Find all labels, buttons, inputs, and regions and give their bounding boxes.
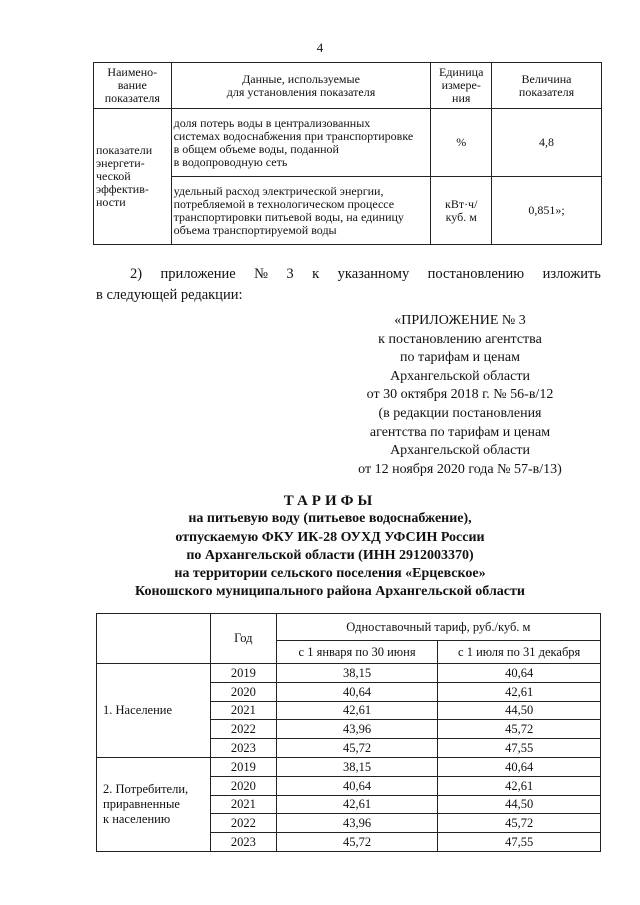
header-group <box>97 614 211 664</box>
year-cell: 2021 <box>210 795 276 814</box>
paragraph-word: к <box>312 266 320 282</box>
first-half-tariff-cell: 45,72 <box>276 833 438 852</box>
appendix-reference <box>344 312 576 479</box>
tariff-title <box>80 492 580 602</box>
indicator-data-cell: доля потерь воды в централизованных системах водоснабжения при транспортировке в общем объеме воды, поданной в водопроводную сеть <box>171 109 431 177</box>
second-half-tariff-cell: 47,55 <box>438 833 601 852</box>
table-row <box>97 757 601 776</box>
second-half-tariff-cell: 42,61 <box>438 776 601 795</box>
indicator-data-cell: удельный расход электрической энергии, потребляемой в технологическом процессе транспортировки питьевой воды, на единицу объема транспортируемой воды <box>171 177 431 245</box>
paragraph-word: 3 <box>286 266 294 282</box>
year-cell: 2022 <box>210 720 276 739</box>
header-unit: Единица измере- ния <box>431 63 492 109</box>
paragraph-line-2: в следующей редакции: <box>96 287 243 303</box>
appendix-line: от 30 октября 2018 г. № 56-в/12 <box>366 387 554 403</box>
consumer-group-label: 1. Население <box>97 664 211 758</box>
first-half-tariff-cell: 38,15 <box>276 664 438 683</box>
appendix-line: (в редакции постановления <box>378 405 542 421</box>
paragraph-word: 2) <box>130 266 143 282</box>
paragraph-word: постановлению <box>427 266 525 282</box>
indicator-value-cell: 4,8 <box>492 109 602 177</box>
first-half-tariff-cell: 40,64 <box>276 776 438 795</box>
appendix-line: Архангельской области <box>390 443 530 459</box>
first-half-tariff-cell: 45,72 <box>276 739 438 758</box>
year-cell: 2023 <box>210 739 276 758</box>
indicators-table <box>93 62 602 245</box>
second-half-tariff-cell: 40,64 <box>438 664 601 683</box>
second-half-tariff-cell: 45,72 <box>438 720 601 739</box>
header-tariff: Одноставочный тариф, руб./куб. м <box>276 614 600 641</box>
header-indicator-data: Данные, используемые для установления показателя <box>171 63 431 109</box>
first-half-tariff-cell: 42,61 <box>276 701 438 720</box>
header-indicator-name: Наимено- вание показателя <box>94 63 172 109</box>
first-half-tariff-cell: 43,96 <box>276 720 438 739</box>
title-heading: ТАРИФЫ <box>283 493 377 509</box>
indicator-unit-cell: % <box>431 109 492 177</box>
paragraph-word: изложить <box>542 266 601 282</box>
first-half-tariff-cell: 43,96 <box>276 814 438 833</box>
year-cell: 2021 <box>210 701 276 720</box>
year-cell: 2020 <box>210 776 276 795</box>
amendment-paragraph <box>96 264 601 306</box>
year-cell: 2023 <box>210 833 276 852</box>
title-line: на территории сельского поселения «Ерцевское» <box>174 566 486 582</box>
appendix-line: агентства по тарифам и ценам <box>369 424 551 440</box>
header-value: Величина показателя <box>492 63 602 109</box>
second-half-tariff-cell: 44,50 <box>438 701 601 720</box>
table-row <box>94 109 602 177</box>
paragraph-line-1 <box>96 264 601 285</box>
header-first-half: с 1 января по 30 июня <box>276 641 438 664</box>
appendix-line: по тарифам и ценам <box>400 350 520 366</box>
indicator-value-cell: 0,851»; <box>492 177 602 245</box>
year-cell: 2022 <box>210 814 276 833</box>
header-second-half: с 1 июля по 31 декабря <box>438 641 601 664</box>
second-half-tariff-cell: 40,64 <box>438 757 601 776</box>
indicators-header-row <box>94 63 602 109</box>
title-line: по Архангельской области (ИНН 2912003370) <box>186 547 474 563</box>
second-half-tariff-cell: 42,61 <box>438 682 601 701</box>
appendix-line: «ПРИЛОЖЕНИЕ № 3 <box>394 313 526 328</box>
second-half-tariff-cell: 45,72 <box>438 814 601 833</box>
table-row <box>97 664 601 683</box>
appendix-line: Архангельской области <box>390 368 530 384</box>
indicator-unit-cell: кВт·ч/ куб. м <box>431 177 492 245</box>
title-line: отпускаемую ФКУ ИК-28 ОУХД УФСИН России <box>175 529 485 545</box>
year-cell: 2020 <box>210 682 276 701</box>
paragraph-word: № <box>254 266 268 282</box>
page-number: 4 <box>316 40 324 55</box>
paragraph-word: приложение <box>160 266 236 282</box>
header-year: Год <box>210 614 276 664</box>
year-cell: 2019 <box>210 757 276 776</box>
indicator-group-name: показатели энергети- ческой эффектив- ности <box>94 109 172 245</box>
tariff-table <box>96 613 601 852</box>
first-half-tariff-cell: 42,61 <box>276 795 438 814</box>
appendix-line: к постановлению агентства <box>378 331 542 347</box>
appendix-line: от 12 ноября 2020 года № 57-в/13) <box>358 461 562 477</box>
consumer-group-label: 2. Потребители, приравненные к населению <box>97 757 211 851</box>
first-half-tariff-cell: 38,15 <box>276 757 438 776</box>
paragraph-word: указанному <box>337 266 410 282</box>
second-half-tariff-cell: 44,50 <box>438 795 601 814</box>
second-half-tariff-cell: 47,55 <box>438 739 601 758</box>
year-cell: 2019 <box>210 664 276 683</box>
first-half-tariff-cell: 40,64 <box>276 682 438 701</box>
title-line: на питьевую воду (питьевое водоснабжение), <box>188 511 472 527</box>
tariff-header-row <box>97 614 601 641</box>
title-line: Коношского муниципального района Архангельской области <box>135 584 525 600</box>
